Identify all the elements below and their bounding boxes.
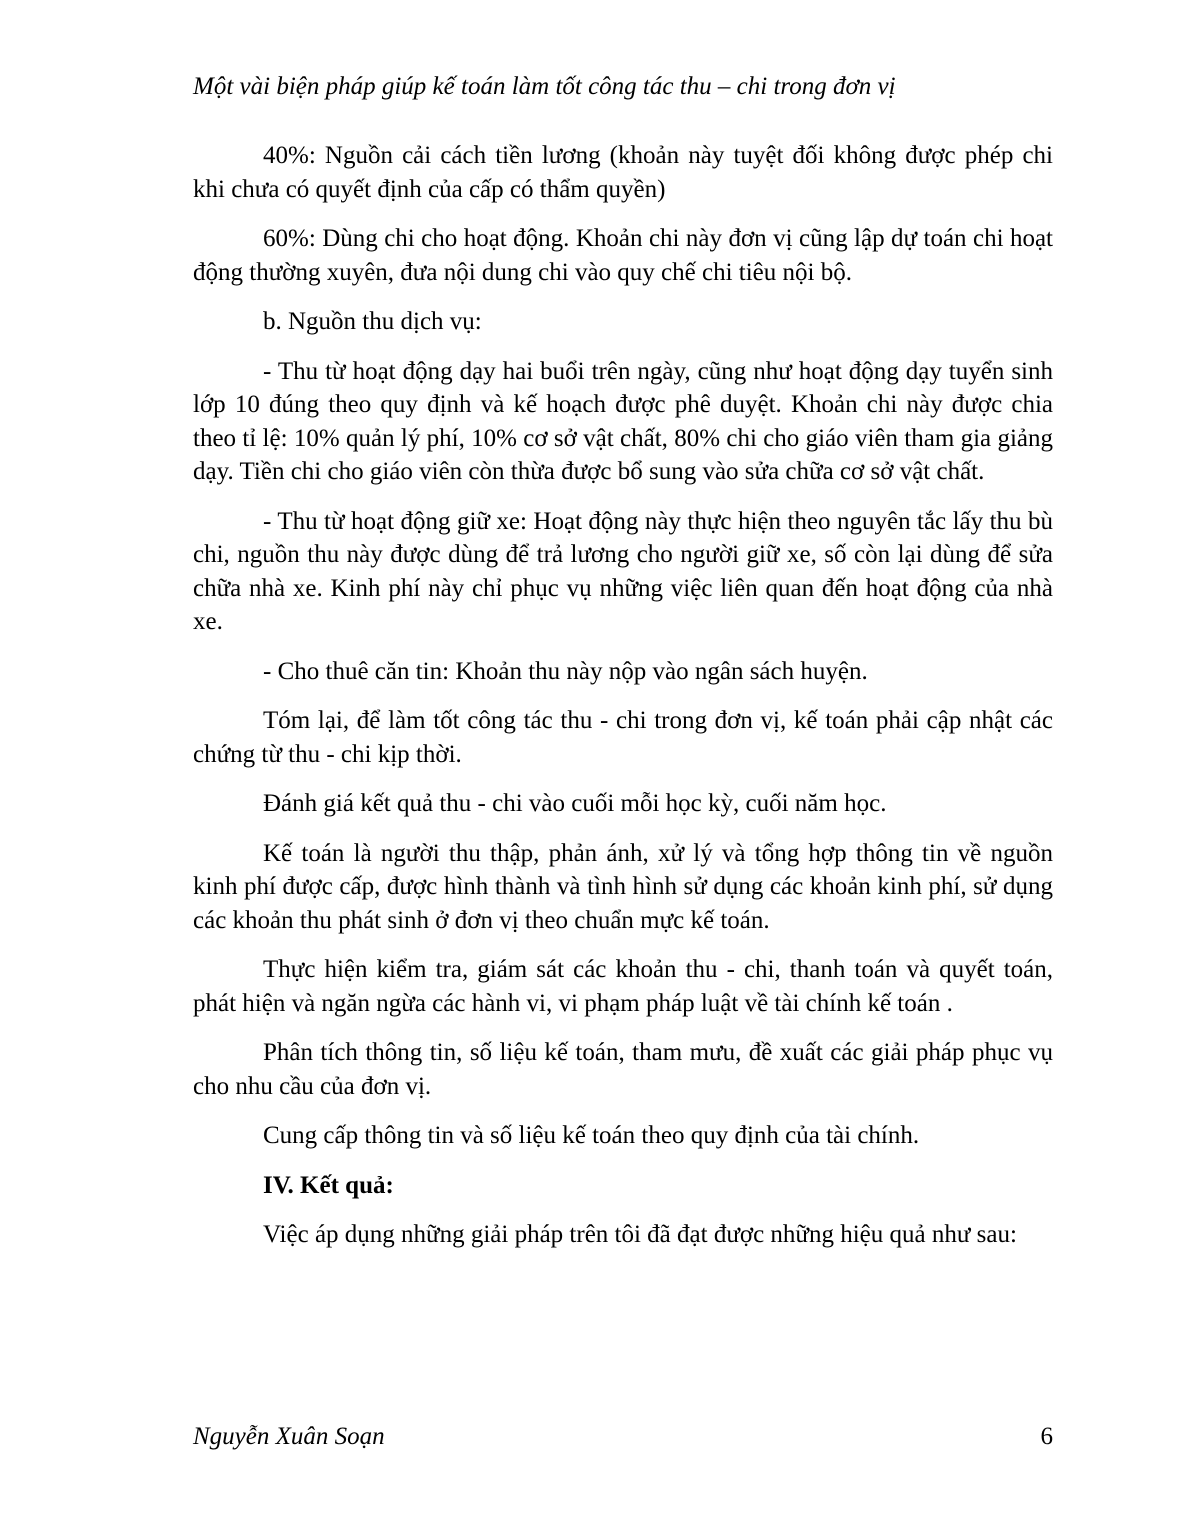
page-number: 6 <box>1040 1423 1053 1450</box>
footer-author: Nguyễn Xuân Soạn <box>193 1423 385 1450</box>
paragraph: Đánh giá kết quả thu - chi vào cuối mỗi học kỳ, cuối năm học. <box>263 790 887 817</box>
running-header: Một vài biện pháp giúp kế toán làm tốt công tác thu – chi trong đơn vị <box>193 73 896 100</box>
paragraph: Tóm lại, để làm tốt công tác thu - chi trong đơn vị, kế toán phải cập nhật các chứng từ thu - chi kịp thời. <box>193 707 1053 768</box>
paragraph: - Cho thuê căn tin: Khoản thu này nộp vào ngân sách huyện. <box>263 657 868 685</box>
section-heading: IV. Kết quả: <box>263 1171 394 1199</box>
paragraph: - Thu từ hoạt động giữ xe: Hoạt động này thực hiện theo nguyên tắc lấy thu bù chi, nguồn thu này được dùng để trả lương cho người giữ xe, số còn lại dùng để sửa chữa nhà xe. Kinh phí này chỉ phục vụ những việc liên quan đến hoạt động của nhà xe. <box>193 507 1053 635</box>
paragraph: Cung cấp thông tin và số liệu kế toán theo quy định của tài chính. <box>263 1122 920 1149</box>
paragraph: Thực hiện kiểm tra, giám sát các khoản thu - chi, thanh toán và quyết toán, phát hiện và ngăn ngừa các hành vi, vi phạm pháp luật về tài chính kế toán . <box>193 956 1053 1017</box>
page-footer <box>193 1420 1053 1454</box>
paragraph: Phân tích thông tin, số liệu kế toán, tham mưu, đề xuất các giải pháp phục vụ cho nhu cầu của đơn vị. <box>193 1039 1053 1100</box>
paragraph: Việc áp dụng những giải pháp trên tôi đã đạt được những hiệu quả như sau: <box>263 1221 1017 1248</box>
body-text <box>193 139 1053 1268</box>
paragraph: 60%: Dùng chi cho hoạt động. Khoản chi này đơn vị cũng lập dự toán chi hoạt động thường xuyên, đưa nội dung chi vào quy chế chi tiêu nội bộ. <box>193 225 1053 286</box>
paragraph: - Thu từ hoạt động dạy hai buổi trên ngày, cũng như hoạt động dạy tuyển sinh lớp 10 đúng theo quy định và kế hoạch được phê duyệt. Khoản chi này được chia theo tỉ lệ: 10% quản lý phí, 10% cơ sở vật chất, 80% chi cho giáo viên tham gia giảng dạy. Tiền chi cho giáo viên còn thừa được bổ sung vào sửa chữa cơ sở vật chất. <box>193 357 1053 485</box>
paragraph: Kế toán là người thu thập, phản ánh, xử lý và tổng hợp thông tin về nguồn kinh phí được cấp, được hình thành và tình hình sử dụng các khoản kinh phí, sử dụng các khoản thu phát sinh ở đơn vị theo chuẩn mực kế toán. <box>193 839 1053 934</box>
paragraph: b. Nguồn thu dịch vụ: <box>263 308 482 335</box>
paragraph: 40%: Nguồn cải cách tiền lương (khoản này tuyệt đối không được phép chi khi chưa có quyết định của cấp có thẩm quyền) <box>193 142 1053 203</box>
